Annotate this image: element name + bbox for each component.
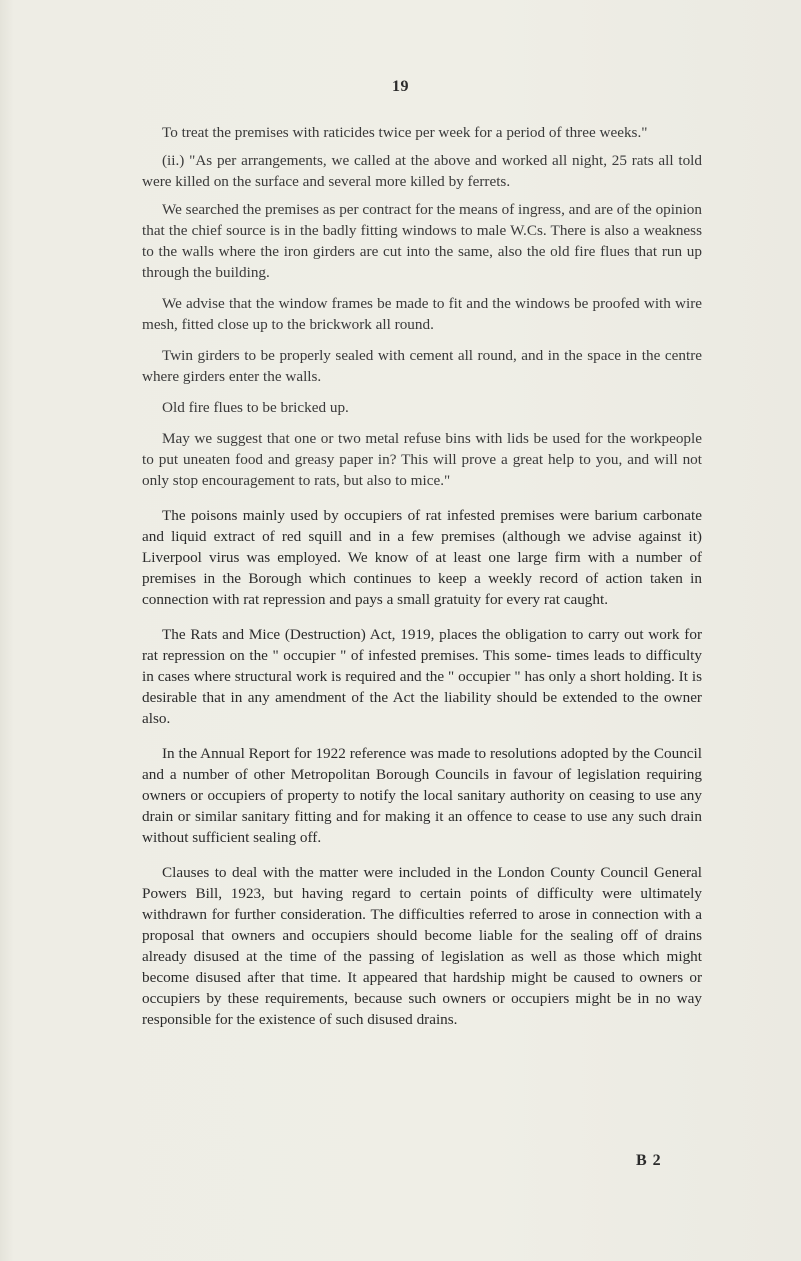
body-text: [142, 122, 702, 1030]
paragraph-9: The Rats and Mice (Destruction) Act, 1919, places the obligation to carry out work for rat repression on the " occupier " of infested premises. This some- times leads to difficulty in cases where structural work is required and the " occupier " has only a short holding. It is desirable that in any amendment of the Act the liability should be extended to the owner also.: [142, 626, 702, 727]
paragraph-6: Old fire flues to be bricked up.: [162, 399, 349, 416]
page-number: 19: [392, 78, 409, 95]
paragraph-3: We searched the premises as per contract for the means of ingress, and are of the opinion that the chief source is in the badly fitting windows to male W.Cs. There is also a weakness to the walls where the iron girders are cut into the same, also the old fire flues that run up through the building.: [142, 201, 702, 281]
paragraph-5: Twin girders to be properly sealed with cement all round, and in the space in the centre where girders enter the walls.: [142, 347, 702, 385]
paragraph-11: Clauses to deal with the matter were included in the London County Council General Powers Bill, 1923, but having regard to certain points of difficulty were ultimately withdrawn for further consideration. The difficulties referred to arose in connection with a proposal that owners and occupiers should become liable for the sealing off of drains already disused at the time of the passing of legislation as well as those which might become disused after that time. It appeared that hardship might be caused to owners or occupiers by these requirements, because such owners or occupiers might be in no way responsible for the existence of such disused drains.: [142, 864, 702, 1028]
paragraph-2: (ii.) "As per arrangements, we called at the above and worked all night, 25 rats all told were killed on the surface and several more killed by ferrets.: [142, 152, 702, 190]
paragraph-8: The poisons mainly used by occupiers of rat infested premises were barium carbonate and liquid extract of red squill and in a few premises (although we advise against it) Liverpool virus was employed. We know of at least one large firm with a number of premises in the Borough which continues to keep a weekly record of action taken in connection with rat repression and pays a small gratuity for every rat caught.: [142, 507, 702, 608]
signature-mark: B 2: [636, 1152, 662, 1169]
paragraph-7: May we suggest that one or two metal refuse bins with lids be used for the workpeople to put uneaten food and greasy paper in? This will prove a great help to you, and will not only stop encouragement to rats, but also to mice.": [142, 430, 702, 489]
paragraph-4: We advise that the window frames be made to fit and the windows be proofed with wire mesh, fitted close up to the brickwork all round.: [142, 295, 702, 333]
paragraph-1: To treat the premises with raticides twice per week for a period of three weeks.": [162, 124, 648, 141]
paragraph-10: In the Annual Report for 1922 reference was made to resolutions adopted by the Council and a number of other Metropolitan Borough Councils in favour of legislation requiring owners or occupiers of property to notify the local sanitary authority on ceasing to use any drain or similar sanitary fitting and for making it an offence to cease to use any such drain without sufficient sealing off.: [142, 745, 702, 846]
